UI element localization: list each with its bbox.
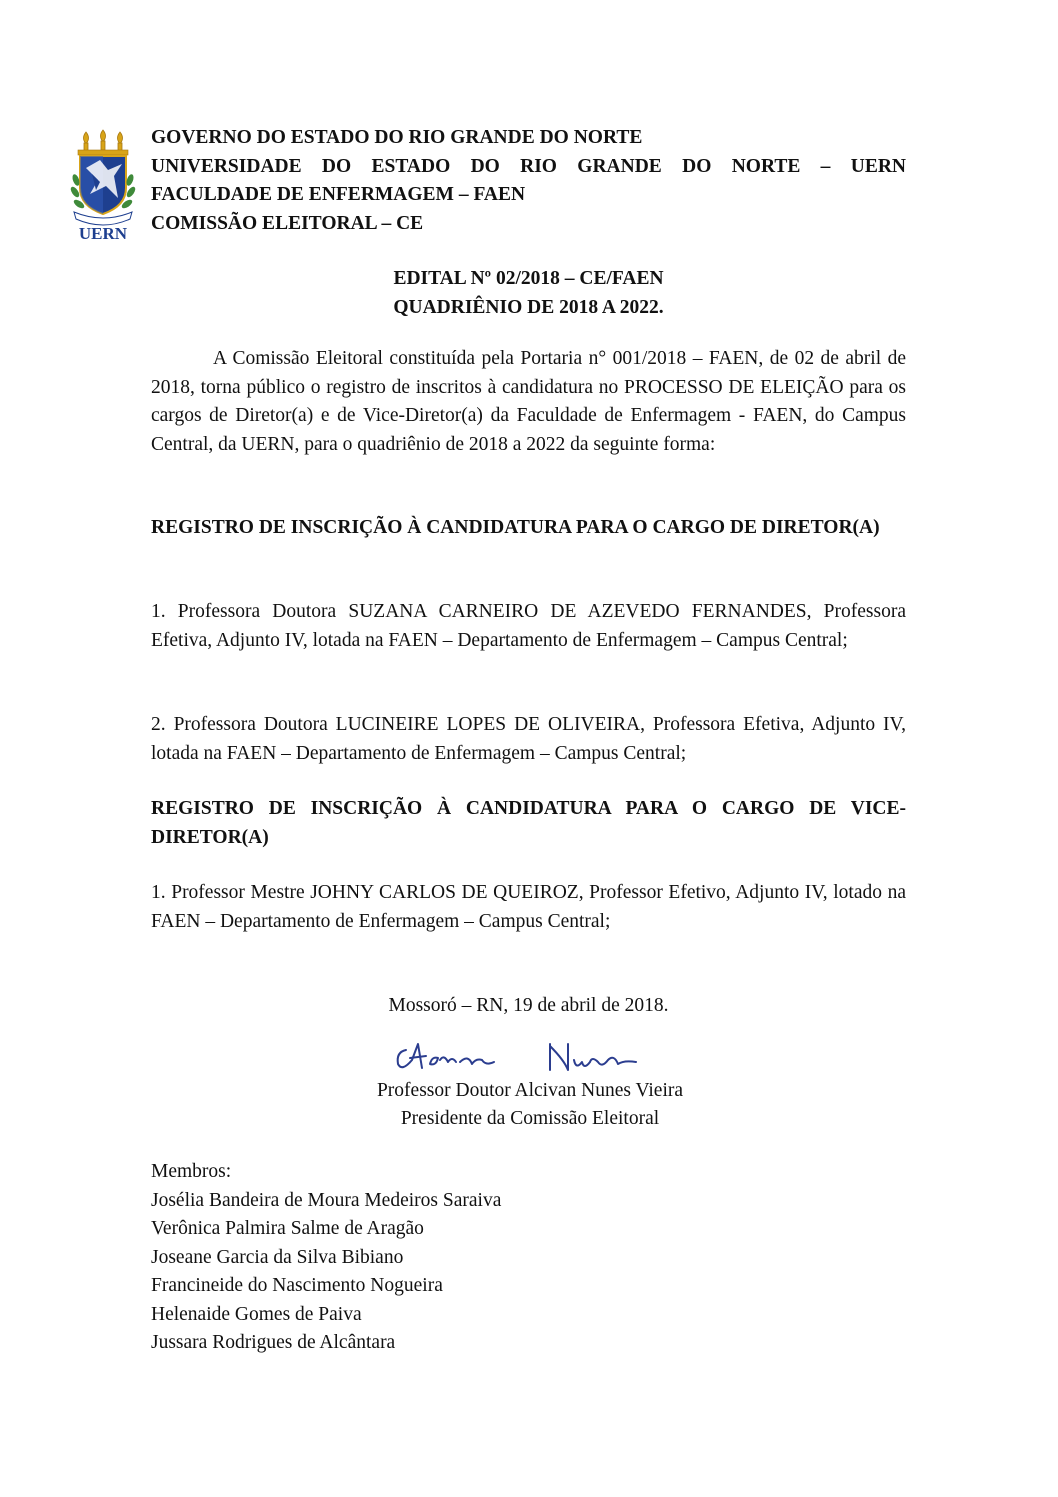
header-line-commission: COMISSÃO ELEITORAL – CE <box>151 212 424 234</box>
header-line-university: UNIVERSIDADE DO ESTADO DO RIO GRANDE DO NORTE – UERN <box>151 155 906 177</box>
letterhead <box>151 124 906 238</box>
date-line: Mossoró – RN, 19 de abril de 2018. <box>388 995 669 1016</box>
member-name: Helenaide Gomes de Paiva <box>151 1303 362 1325</box>
director-section-heading: REGISTRO DE INSCRIÇÃO À CANDIDATURA PARA O CARGO DE DIRETOR(A) <box>151 517 880 538</box>
signatory-name: Professor Doutor Alcivan Nunes Vieira <box>376 1080 684 1101</box>
member-name: Joseane Garcia da Silva Bibiano <box>151 1246 404 1268</box>
header-line-government: GOVERNO DO ESTADO DO RIO GRANDE DO NORTE <box>151 127 643 148</box>
members-list <box>151 1158 906 1358</box>
member-name: Josélia Bandeira de Moura Medeiros Saraiva <box>151 1189 502 1211</box>
document-title <box>151 265 906 322</box>
member-name: Jussara Rodrigues de Alcântara <box>151 1332 396 1353</box>
signatory-role: Presidente da Comissão Eleitoral <box>400 1108 660 1129</box>
intro-paragraph: A Comissão Eleitoral constituída pela Portaria n° 001/2018 – FAEN, de 02 de abril de 2018, torna público o registro de inscritos à candidatura no PROCESSO DE ELEIÇÃO para os cargos de Diretor(a) e de Vice-Diretor(a) da Faculdade de Enfermagem - FAEN, do Campus Central, da UERN, para o quadriênio de 2018 a 2022 da seguinte forma: <box>151 348 906 455</box>
title-edital: EDITAL Nº 02/2018 – CE/FAEN <box>393 268 664 289</box>
handwritten-signature <box>378 1030 668 1080</box>
header-line-faculty: FACULDADE DE ENFERMAGEM – FAEN <box>151 184 526 205</box>
director-candidate-2: 2. Professora Doutora LUCINEIRE LOPES DE OLIVEIRA, Professora Efetiva, Adjunto IV, lotada na FAEN – Departamento de Enfermagem – Campus Central; <box>151 714 906 764</box>
members-label: Membros: <box>151 1161 232 1182</box>
vice-director-candidate-1: 1. Professor Mestre JOHNY CARLOS DE QUEIROZ, Professor Efetivo, Adjunto IV, lotado na FAEN – Departamento de Enfermagem – Campus Central; <box>151 882 906 932</box>
logo-text: UERN <box>78 224 128 243</box>
director-candidate-1: 1. Professora Doutora SUZANA CARNEIRO DE AZEVEDO FERNANDES, Professora Efetiva, Adjunto IV, lotada na FAEN – Departamento de Enfermagem – Campus Central; <box>151 601 906 651</box>
title-quadrienio: QUADRIÊNIO DE 2018 A 2022. <box>393 296 664 318</box>
member-name: Francineide do Nascimento Nogueira <box>151 1275 443 1296</box>
member-name: Verônica Palmira Salme de Aragão <box>151 1218 424 1239</box>
vice-director-section-heading: REGISTRO DE INSCRIÇÃO À CANDIDATURA PARA O CARGO DE VICE-DIRETOR(A) <box>151 798 906 848</box>
uern-logo <box>70 128 136 248</box>
